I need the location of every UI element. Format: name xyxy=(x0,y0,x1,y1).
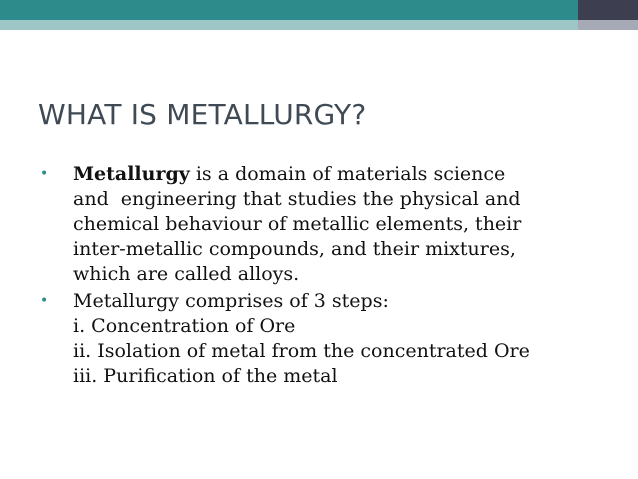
bullet-item-definition xyxy=(40,162,630,287)
bullet-item-steps xyxy=(40,289,630,389)
bullet-line: which are called alloys. xyxy=(73,263,300,285)
header-band-teal xyxy=(0,0,578,20)
header-band-dark xyxy=(578,0,638,20)
slide-body xyxy=(40,162,630,391)
header-band-dark-light xyxy=(578,20,638,30)
bold-term: Metallurgy xyxy=(73,163,190,185)
bullet-line: Metallurgy comprises of 3 steps: xyxy=(73,290,389,312)
step-line: iii. Purification of the metal xyxy=(73,365,338,387)
bullet-line: inter-metallic compounds, and their mixtures, xyxy=(73,238,516,260)
header-band-teal-light xyxy=(0,20,578,30)
bullet-text: is a domain of materials science xyxy=(189,163,506,185)
bullet-line xyxy=(73,162,630,187)
header-band xyxy=(0,0,638,20)
bullet-icon: • xyxy=(40,166,49,182)
step-line: i. Concentration of Ore xyxy=(73,315,296,337)
bullet-line: and engineering that studies the physical and xyxy=(73,188,521,210)
bullet-icon: • xyxy=(40,293,49,309)
bullet-line: chemical behaviour of metallic elements, their xyxy=(73,213,522,235)
step-line: ii. Isolation of metal from the concentrated Ore xyxy=(73,340,530,362)
slide-title: WHAT IS METALLURGY? xyxy=(38,98,367,131)
